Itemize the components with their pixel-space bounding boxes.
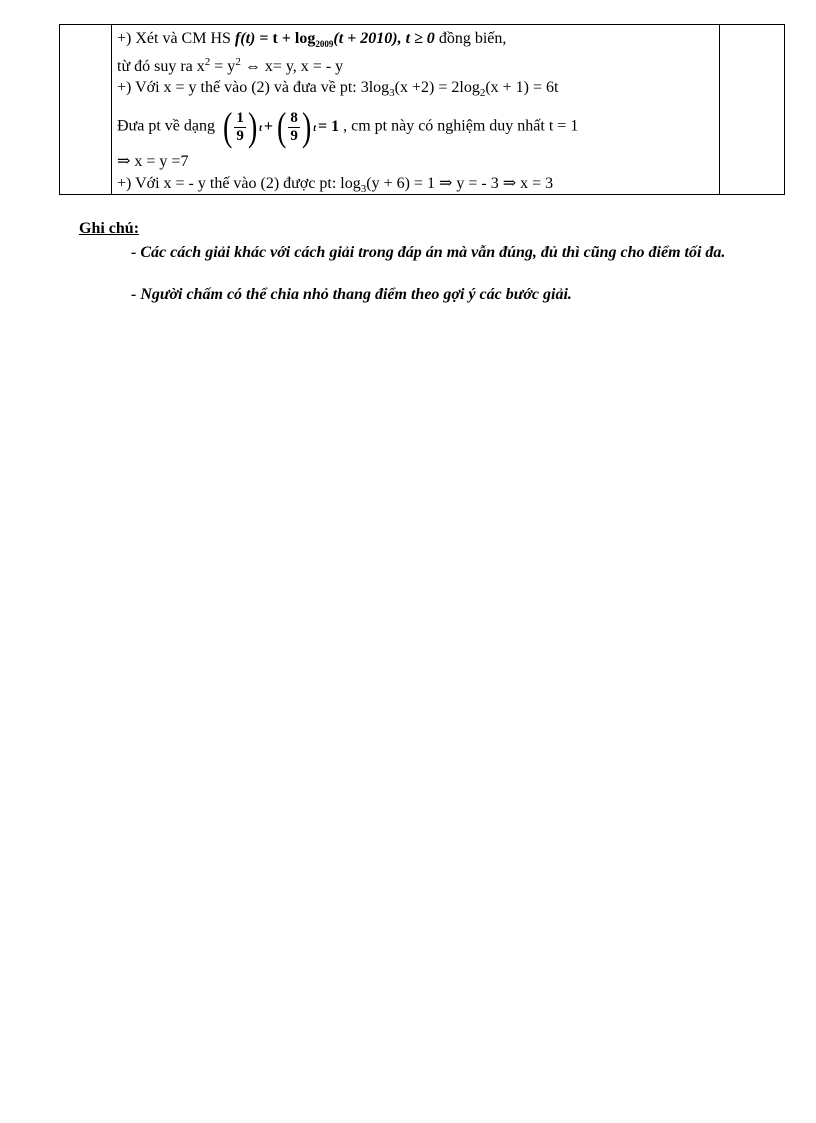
note-item: - Các cách giải khác với cách giải trong đáp án mà vẫn đúng, đủ thì cũng cho điểm tối đa. [131,244,726,261]
note-item: - Người chấm có thể chia nhỏ thang điểm theo gợi ý các bước giải. [131,286,572,303]
solution-line: từ đó suy ra $x^2 = y^2$ ⇔ x= y, x = - y [117,56,344,75]
function-formula: $f(t) = t + \log_{2009}(t + 2010)$, t ≥ 0 [234,30,435,49]
solution-line: +) Với x = - y thế vào (2) được pt: $\log_3(y + 6) = 1$ ⇒ y = - 3 ⇒ x = 3 [117,175,554,195]
solution-line: +) Với x = y thế vào (2) và đưa về pt: $3\log_3(x +2) = 2\log_2(x + 1) = 6t$ [117,79,559,99]
column-divider [111,25,112,194]
solution-line: Đưa pt về dạng ( $\frac{1}{9}$ ) t + ( $\frac{8}{9}$ ) t = 1 , cm pt này có nghiệm duy nhất t = 1 [117,104,579,149]
note-heading: Ghi chú: [79,220,140,237]
solution-line: ⇒ x = y =7 [117,153,189,170]
column-divider [719,25,720,194]
solution-line: +) Xét và CM HS $f(t) = t + \log_{2009}(t + 2010)$, t ≥ 0 đồng biến, [117,30,507,49]
equation-fractions: ( $\frac{1}{9}$ ) t + ( $\frac{8}{9}$ ) t = 1 [222,104,340,149]
